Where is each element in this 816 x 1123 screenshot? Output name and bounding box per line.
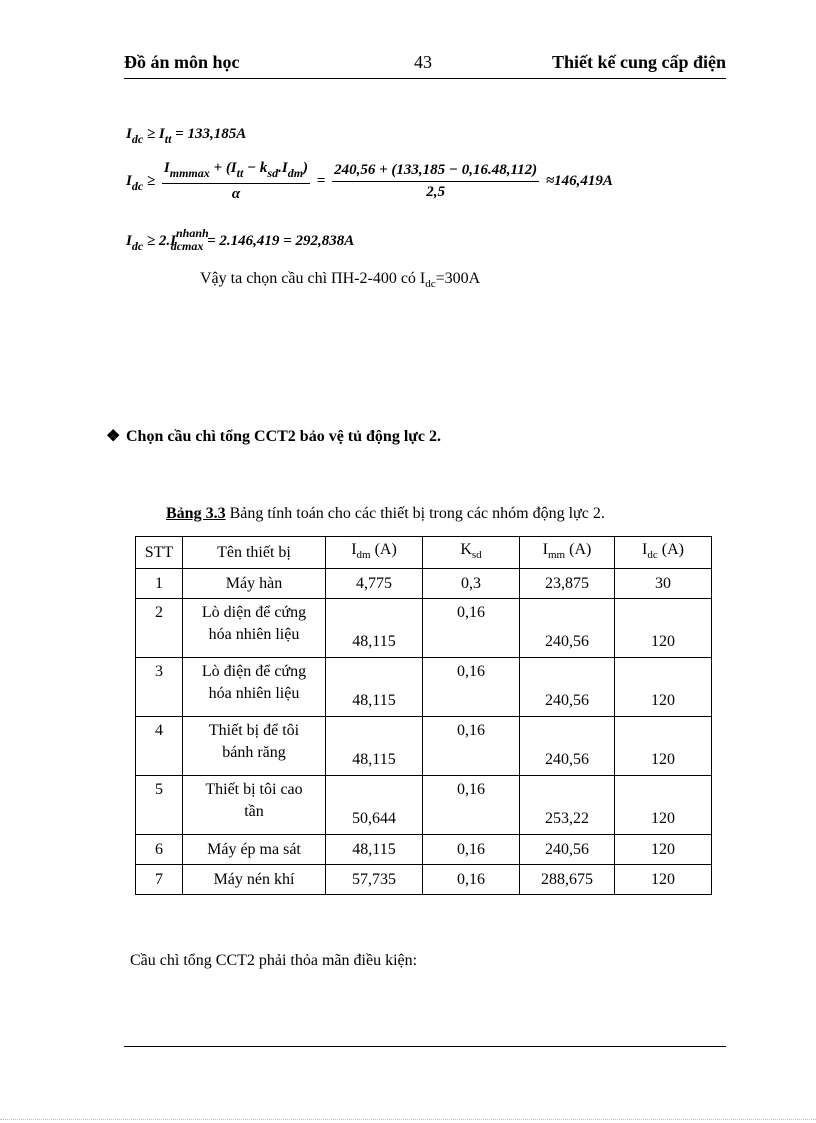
cell-ksd: 0,3 bbox=[423, 569, 520, 599]
device-table bbox=[135, 536, 712, 895]
table-row bbox=[136, 658, 712, 717]
cell-ksd: 0,16 bbox=[423, 865, 520, 895]
col-header-idm: $I_{dm}$ (A) bbox=[326, 537, 423, 569]
cell-name: Máy nén khí bbox=[183, 865, 326, 895]
col-header-idc: $I_{dc}$ (A) bbox=[615, 537, 712, 569]
table-row bbox=[136, 865, 712, 895]
cell-stt: 2 bbox=[136, 599, 183, 658]
cell-stt: 7 bbox=[136, 865, 183, 895]
cell-ksd: 0,16 bbox=[423, 599, 520, 658]
cell-idm: 48,115 bbox=[326, 835, 423, 865]
cell-imm: 23,875 bbox=[520, 569, 615, 599]
cell-stt: 5 bbox=[136, 776, 183, 835]
cell-name: Lò điện để cứng hóa nhiên liệu bbox=[183, 658, 326, 717]
table-header-row bbox=[136, 537, 712, 569]
formula-idc-nhanh: $I_{dc} \ge 2.I^{nhanh}_{dcmax} = 2.146,419 = 292,838A$ bbox=[126, 226, 355, 253]
cell-idc: 120 bbox=[615, 865, 712, 895]
cell-name: Máy ép ma sát bbox=[183, 835, 326, 865]
col-header-name: Tên thiết bị bbox=[183, 537, 326, 569]
formula-idc-itt: $I_{dc} \ge I_{tt} = 133,185A$ bbox=[126, 126, 247, 146]
formula-idc-startup: $I_{dc}$ ≥ $\frac{I_{mmmax} + (I_{tt} - k_{sd}.I_{dm})}{\alpha}$ = $\frac{240,56 + (133,185 - 0,16.48,112)}{2,5}$ ≈146,419A bbox=[126, 160, 613, 202]
table-row bbox=[136, 776, 712, 835]
page-edge-dots bbox=[0, 1119, 816, 1120]
cell-imm: 240,56 bbox=[520, 835, 615, 865]
col-header-imm: $I_{mm}$ (A) bbox=[520, 537, 615, 569]
cell-stt: 1 bbox=[136, 569, 183, 599]
col-header-stt: STT bbox=[136, 537, 183, 569]
cell-imm: 240,56 bbox=[520, 658, 615, 717]
cell-idc: 120 bbox=[615, 717, 712, 776]
page-header bbox=[124, 52, 726, 78]
cell-name: Thiết bị để tôi bánh răng bbox=[183, 717, 326, 776]
cell-imm: 288,675 bbox=[520, 865, 615, 895]
col-header-ksd: $K_{sd}$ bbox=[423, 537, 520, 569]
cell-imm: 253,22 bbox=[520, 776, 615, 835]
cell-stt: 3 bbox=[136, 658, 183, 717]
cell-idm: 48,115 bbox=[326, 717, 423, 776]
header-rule bbox=[124, 78, 726, 79]
cell-idc: 120 bbox=[615, 599, 712, 658]
header-course-title: Đồ án môn học bbox=[124, 52, 240, 72]
cell-ksd: 0,16 bbox=[423, 717, 520, 776]
cell-name: Máy hàn bbox=[183, 569, 326, 599]
table-row bbox=[136, 569, 712, 599]
cell-idc: 30 bbox=[615, 569, 712, 599]
cell-ksd: 0,16 bbox=[423, 658, 520, 717]
cell-imm: 240,56 bbox=[520, 599, 615, 658]
table-row bbox=[136, 599, 712, 658]
cell-stt: 6 bbox=[136, 835, 183, 865]
section-heading: ❖ Chọn cầu chì tổng CCT2 bảo vệ tủ động lực 2. bbox=[106, 428, 441, 445]
cell-idc: 120 bbox=[615, 776, 712, 835]
fraction-numeric: $\frac{240,56 + (133,185 - 0,16.48,112)}{2,5}$ bbox=[334, 162, 538, 200]
cell-imm: 240,56 bbox=[520, 717, 615, 776]
cell-idm: 4,775 bbox=[326, 569, 423, 599]
cell-idm: 48,115 bbox=[326, 658, 423, 717]
table-row bbox=[136, 835, 712, 865]
cell-name: Thiết bị tôi cao tần bbox=[183, 776, 326, 835]
cell-idm: 48,115 bbox=[326, 599, 423, 658]
cell-name: Lò diện để cứng hóa nhiên liệu bbox=[183, 599, 326, 658]
table-row bbox=[136, 717, 712, 776]
cell-idm: 50,644 bbox=[326, 776, 423, 835]
cell-ksd: 0,16 bbox=[423, 776, 520, 835]
cell-idc: 120 bbox=[615, 835, 712, 865]
condition-text: Cầu chì tổng CCT2 phải thỏa mãn điều kiện: bbox=[130, 952, 418, 969]
header-page-number: 43 bbox=[414, 52, 432, 72]
fraction-symbolic: $\frac{I_{mmmax} + (I_{tt} - k_{sd}.I_{dm})}{\alpha}$ bbox=[163, 160, 309, 202]
diamond-bullet-icon: ❖ bbox=[106, 428, 121, 445]
cell-idm: 57,735 bbox=[326, 865, 423, 895]
footer-rule bbox=[124, 1046, 726, 1047]
cell-ksd: 0,16 bbox=[423, 835, 520, 865]
cell-idc: 120 bbox=[615, 658, 712, 717]
fuse-choice-text: Vậy ta chọn cầu chì ПН-2-400 có $I_{dc}=300A$ bbox=[200, 270, 481, 291]
header-project-title: Thiết kế cung cấp điện bbox=[551, 52, 726, 72]
table-caption: Bảng 3.3 Bảng tính toán cho các thiết bị trong các nhóm động lực 2. bbox=[166, 505, 605, 522]
cell-stt: 4 bbox=[136, 717, 183, 776]
formula-result: ≈146,419A bbox=[545, 172, 613, 189]
